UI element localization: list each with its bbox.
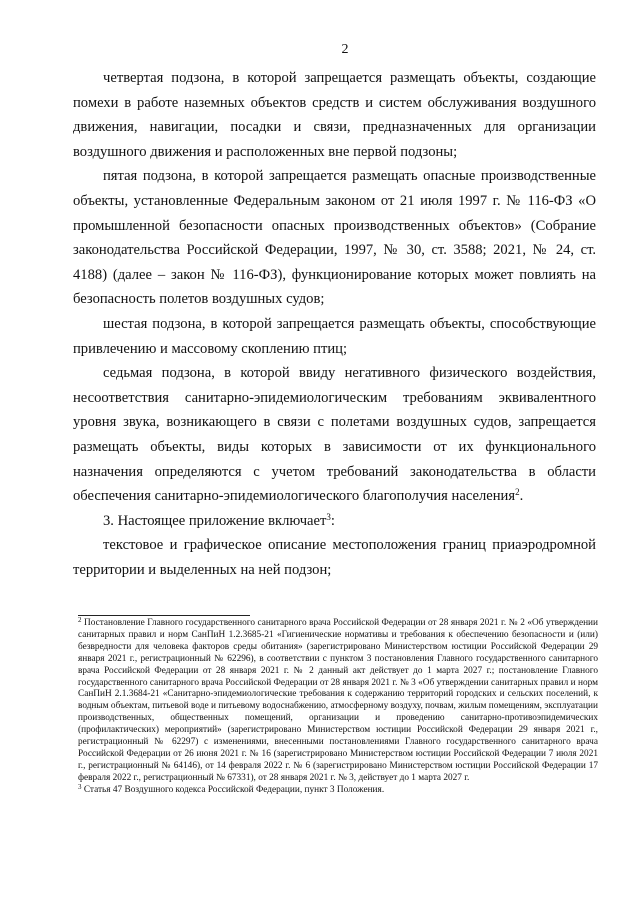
paragraph-sixth-subzone xyxy=(73,312,596,361)
footnote-ref-2[interactable]: 2 xyxy=(515,487,520,498)
body-text xyxy=(73,66,596,582)
page-number: 2 xyxy=(341,42,349,57)
paragraph-text: четвертая подзона, в которой запрещается размещать объекты, создающие помехи в работе наземных объектов средств и систем обслуживания воздушного движения, навигации, посадки и связи, предназначенных для организации воздушного движения и расположенных вне первой подзоны; xyxy=(73,70,596,160)
footnote-text: Статья 47 Воздушного кодекса Российской Федерации, пункт 3 Положения. xyxy=(81,784,385,795)
footnotes xyxy=(78,618,598,797)
footnote-ref-3[interactable]: 3 xyxy=(326,511,331,522)
paragraph-description xyxy=(73,533,596,582)
footnote-2 xyxy=(78,618,598,785)
paragraph-text: текстовое и графическое описание местоположения границ приаэродромной территории и выделенных на ней подзон; xyxy=(73,537,596,578)
paragraph-section-3 xyxy=(73,509,596,534)
footnote-3 xyxy=(78,782,598,797)
footnote-mark: 3 xyxy=(78,782,82,791)
paragraph-fifth-subzone xyxy=(73,164,596,312)
paragraph-text: шестая подзона, в которой запрещается размещать объекты, способствующие привлечению и массовому скоплению птиц; xyxy=(73,315,596,357)
footnote-divider xyxy=(78,615,250,616)
footnote-mark: 2 xyxy=(78,616,82,624)
paragraph-seventh-subzone xyxy=(73,361,596,509)
paragraph-text: 3. Настоящее приложение включает xyxy=(103,512,327,529)
paragraph-fourth-subzone xyxy=(73,66,596,164)
paragraph-tail: : xyxy=(330,512,335,529)
footnote-text: Постановление Главного государственного санитарного врача Российской Федерации от 28 января 2021 г. № 2 «Об утверждении санитарных правил и норм СанПиН 1.2.3685-21 «Гигиенические нормативы и требования к обеспечению безопасности и (или) безвредности для человека факторов среды обитания» (зарегистрировано Министерством юстиции Российской Федерации 29 января 2021 г., регистрационный № 62296), в соответствии с пунктом 3 постановления Главного государственного санитарного врача Российской Федерации от 28 января 2021 г. № 2 данный акт действует до 1 марта 2027 г.; постановление Главного государственного санитарного врача Российской Федерации от 28 января 2021 г. № 3 «Об утверждении санитарных правил и норм СанПиН 2.1.3684-21 «Санитарно-эпидемиологические требования к содержанию территорий городских и сельских поселений, к водным объектам, питьевой воде и питьевому водоснабжению, атмосферному воздуху, почвам, жилым помещениям, эксплуатации производственных, общественных помещений, организации и проведению санитарно-противоэпидемических (профилактических) мероприятий» (зарегистрировано Министерством юстиции Российской Федерации 29 января 2021 г., регистрационный № 62297) с изменениями, внесенными постановлениями Главного государственного санитарного врача Российской Федерации от 26 июня 2021 г. № 16 (зарегистрировано Министерством юстиции Российской Федерации 7 июля 2021 г., регистрационный № 64146), от 14 февраля 2022 г. № 6 (зарегистрировано Министерством юстиции Российской Федерации 17 февраля 2022 г., регистрационный № 67331), от 28 января 2021 г. № 3, действует до 1 марта 2027 г. xyxy=(78,618,598,783)
paragraph-text: седьмая подзона, в которой ввиду негативного физического воздействия, несоответствия санитарно-эпидемиологическим требованиям эквивалентного уровня звука, возникающего в связи с полетами воздушных судов, запрещается размещать объекты, виды которых в зависимости от их функционального назначения определяются с учетом требований законодательства в области обеспечения санитарно-эпидемиологического благополучия населения xyxy=(73,365,596,505)
paragraph-tail: . xyxy=(519,488,524,505)
paragraph-text: пятая подзона, в которой запрещается размещать опасные производственные объекты, установленные Федеральным законом от 21 июля 1997 г. № 116-ФЗ «О промышленной безопасности опасных производственных объектов» (Собрание законодательства Российской Федерации, 1997, № 30, ст. 3588; 2021, № 24, ст. 4188) (далее – закон № 116-ФЗ), функционирование которых может повлиять на безопасность полетов воздушных судов; xyxy=(73,168,596,308)
